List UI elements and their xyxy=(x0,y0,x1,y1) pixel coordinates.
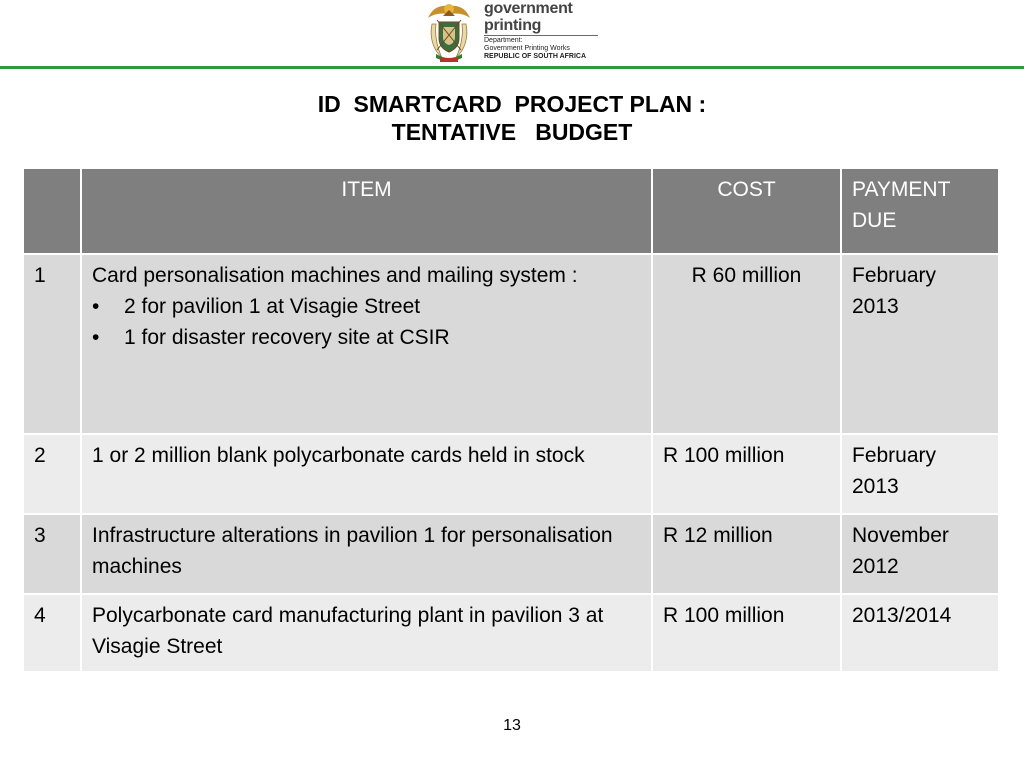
item-description: Polycarbonate card manufacturing plant in pavilion 3 at Visagie Street xyxy=(81,594,652,672)
brand-name-line1: government xyxy=(484,0,573,17)
header-divider-line xyxy=(0,66,1024,69)
title-line2: TENTATIVE BUDGET xyxy=(391,119,633,145)
table-header-row xyxy=(23,168,999,254)
department-label: Department: xyxy=(484,37,523,44)
column-header-item: ITEM xyxy=(81,168,652,254)
item-description: Infrastructure alterations in pavilion 1 for personalisation machines xyxy=(81,514,652,594)
cost-cell: R 100 million xyxy=(652,434,841,514)
brand-name-line2: printing xyxy=(484,17,542,34)
country-name: REPUBLIC OF SOUTH AFRICA xyxy=(484,53,587,60)
item-description: 1 or 2 million blank polycarbonate cards held in stock xyxy=(81,434,652,514)
bullet-item: • 1 for disaster recovery site at CSIR xyxy=(92,322,641,353)
brand-divider xyxy=(484,35,598,36)
bullet-item: • 2 for pavilion 1 at Visagie Street xyxy=(92,291,641,322)
coat-of-arms-icon xyxy=(424,0,474,64)
table-row xyxy=(23,594,999,672)
cost-cell: R 12 million xyxy=(652,514,841,594)
table-row xyxy=(23,434,999,514)
title-line1: ID SMARTCARD PROJECT PLAN : xyxy=(317,91,707,117)
column-header-cost: COST xyxy=(652,168,841,254)
department-name: Government Printing Works xyxy=(484,45,570,52)
payment-due-cell: February 2013 xyxy=(841,434,999,514)
budget-table xyxy=(22,167,1000,673)
row-number: 2 xyxy=(23,434,81,514)
payment-due-cell: November 2012 xyxy=(841,514,999,594)
government-printing-logo xyxy=(424,0,604,64)
slide-title xyxy=(0,90,1024,146)
item-cell xyxy=(81,254,652,434)
slide-header xyxy=(0,0,1024,72)
row-number: 3 xyxy=(23,514,81,594)
cost-cell: R 60 million xyxy=(652,254,841,434)
row-number: 1 xyxy=(23,254,81,434)
item-description: Card personalisation machines and mailing system : xyxy=(92,264,578,287)
cost-cell: R 100 million xyxy=(652,594,841,672)
row-number: 4 xyxy=(23,594,81,672)
payment-due-cell: 2013/2014 xyxy=(841,594,999,672)
column-header-payment-due: PAYMENT DUE xyxy=(841,168,999,254)
table-row xyxy=(23,514,999,594)
page-number: 13 xyxy=(503,717,521,734)
column-header-number xyxy=(23,168,81,254)
payment-due-cell: February 2013 xyxy=(841,254,999,434)
item-bullet-list xyxy=(92,291,641,353)
table-row xyxy=(23,254,999,434)
